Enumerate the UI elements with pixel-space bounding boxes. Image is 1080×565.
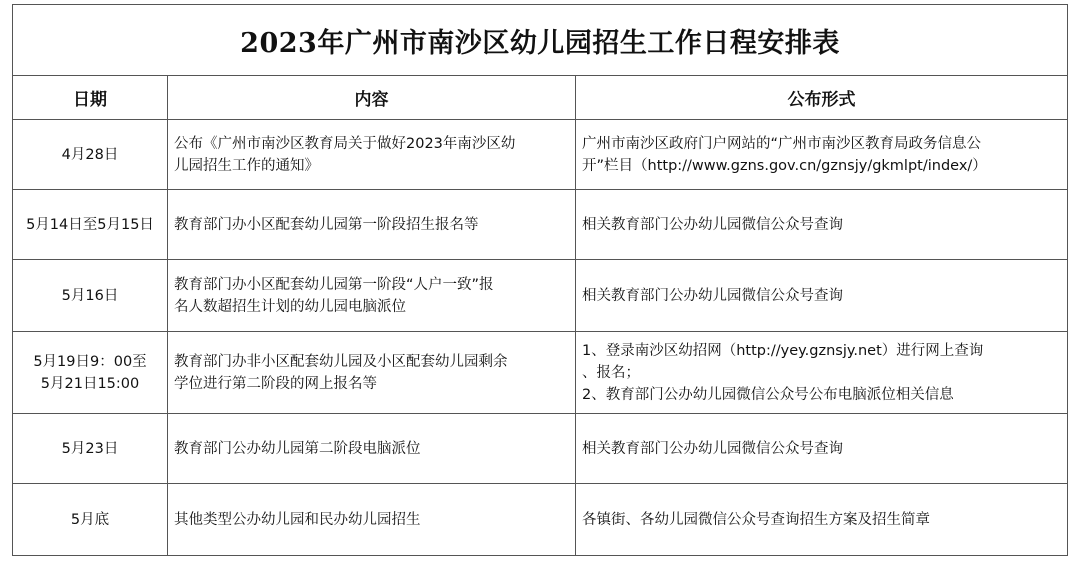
table-row [13,190,1068,260]
table-row [13,120,1068,190]
content-cell [168,190,576,260]
schedule-sheet [12,4,1067,556]
schedule-table [12,4,1068,556]
content-cell-line: 教育部门办非小区配套幼儿园及小区配套幼儿园剩余 [174,353,508,370]
header-row [13,76,1068,120]
content-cell-line: 教育部门办小区配套幼儿园第一阶段招生报名等 [174,216,479,233]
date-cell [13,260,168,332]
form-cell-line: 各镇街、各幼儿园微信公众号查询招生方案及招生简章 [582,511,930,528]
content-cell-line: 公布《广州市南沙区教育局关于做好2023年南沙区幼 [174,135,516,152]
form-cell-line: 开”栏目（http://www.gzns.gov.cn/gznsjy/gkmlpt/index/） [582,157,987,174]
date-cell [13,414,168,484]
form-cell-line: 广州市南沙区政府门户网站的“广州市南沙区教育局政务信息公 [582,135,982,152]
date-cell-line: 5月19日9：00至 [33,353,147,370]
date-cell-line: 4月28日 [61,146,119,163]
content-cell [168,332,576,414]
form-cell [576,414,1068,484]
form-cell [576,260,1068,332]
form-cell [576,484,1068,556]
form-cell [576,332,1068,414]
header-content: 内容 [168,76,576,120]
form-cell-line: 1、登录南沙区幼招网（http://yey.gznsjy.net）进行网上查询 [582,342,984,359]
header-date: 日期 [13,76,168,120]
content-cell-line: 教育部门公办幼儿园第二阶段电脑派位 [174,440,421,457]
date-cell-line: 5月16日 [61,287,119,304]
form-cell [576,120,1068,190]
content-cell-line: 其他类型公办幼儿园和民办幼儿园招生 [174,511,421,528]
header-form: 公布形式 [576,76,1068,120]
date-cell [13,190,168,260]
date-cell-line: 5月21日15:00 [40,375,140,392]
date-cell-line: 5月底 [70,511,110,528]
form-cell-line: 相关教育部门公办幼儿园微信公众号查询 [582,440,843,457]
content-cell-line: 名人数超招生计划的幼儿园电脑派位 [174,298,406,315]
content-cell-line: 儿园招生工作的通知》 [174,157,319,174]
table-row [13,260,1068,332]
form-cell-line: 相关教育部门公办幼儿园微信公众号查询 [582,216,843,233]
date-cell [13,120,168,190]
form-cell-line: 2、教育部门公办幼儿园微信公众号公布电脑派位相关信息 [582,386,954,403]
table-row [13,332,1068,414]
content-cell [168,484,576,556]
date-cell-line: 5月14日至5月15日 [26,216,154,233]
table-body [13,120,1068,556]
date-cell [13,332,168,414]
content-cell-line: 学位进行第二阶段的网上报名等 [174,375,377,392]
form-cell [576,190,1068,260]
content-cell-line: 教育部门办小区配套幼儿园第一阶段“人户一致”报 [174,276,494,293]
date-cell-line: 5月23日 [61,440,119,457]
content-cell [168,120,576,190]
table-row [13,484,1068,556]
table-title: 2023年广州市南沙区幼儿园招生工作日程安排表 [13,5,1068,76]
table-row [13,414,1068,484]
content-cell [168,260,576,332]
content-cell [168,414,576,484]
form-cell-line: 相关教育部门公办幼儿园微信公众号查询 [582,287,843,304]
date-cell [13,484,168,556]
form-cell-line: 、报名； [582,364,640,381]
